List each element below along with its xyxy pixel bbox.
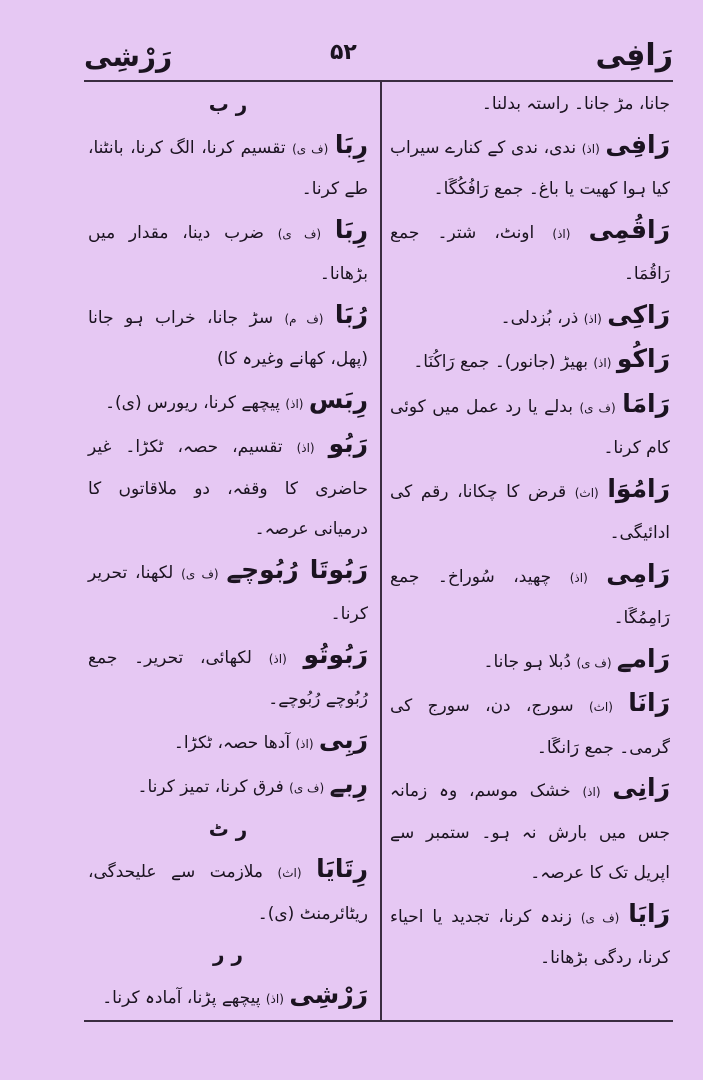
entry-headword: رَافِی (605, 129, 671, 159)
dictionary-entry (390, 768, 670, 894)
entry-definition: فرق کرنا، تمیز کرنا۔ (137, 777, 284, 797)
entry-headword: رَبُوتُو (303, 639, 369, 669)
entry-headword: رَامَا (622, 388, 671, 418)
entry-definition: پیچھے کرنا، ریورس (ی)۔ (105, 392, 281, 413)
entry-definition: خشک موسم، وہ زمانہ جس میں بارش نہ ہو۔ ستمبر سے اپریل تک کا عرصہ۔ (390, 781, 670, 883)
entry-grammar-tag: (ف ی) (580, 910, 620, 925)
entry-headword: رَاقُمِی (588, 214, 670, 244)
left-column (88, 84, 368, 1019)
entry-definition: بھیڑ (جانور)۔ جمع رَاکُنَا۔ (413, 352, 588, 372)
section-heading: ر ب (208, 92, 248, 116)
entry-definition: چھید، سُوراخ۔ جمع رَامِمُگَا۔ (390, 566, 670, 628)
dictionary-entry (88, 764, 368, 809)
dictionary-entry (390, 84, 670, 125)
dictionary-entry (88, 424, 368, 550)
entry-definition: ملازمت سے علیحدگی، ریٹائرمنٹ (ی)۔ (88, 862, 368, 924)
entry-headword: رَبُوتَا رُبُوچے (226, 554, 369, 584)
page-header (0, 0, 703, 84)
header-rule (84, 80, 673, 82)
page-number: ۵۲ (330, 40, 357, 65)
entry-definition: قرض کا چکانا، رقم کی ادائیگی۔ (390, 481, 670, 543)
running-head-left: رَرْشِی (84, 40, 173, 73)
entry-grammar-tag: (ف ی) (277, 226, 322, 241)
dictionary-entry (390, 210, 670, 295)
dictionary-entry (390, 894, 670, 979)
section-heading: ر ٹ (208, 816, 248, 841)
entry-definition: سڑ جانا، خراب ہو جانا (پھل، کھانے وغیرہ کا) (88, 307, 368, 369)
entry-headword: رَامِی (606, 558, 670, 588)
entry-grammar-tag: (اذ) (593, 356, 612, 370)
right-column (390, 84, 670, 979)
dictionary-entry (88, 720, 368, 765)
dictionary-entry (390, 125, 670, 210)
dictionary-entry (88, 380, 368, 425)
dictionary-entry (88, 210, 368, 295)
entry-definition: تقسیم کرنا، الگ کرنا، بانٹنا، طے کرنا۔ (88, 137, 368, 199)
entry-headword: رَانِی (612, 773, 670, 802)
dictionary-entry (88, 975, 368, 1020)
entry-grammar-tag: (اذ) (569, 570, 588, 585)
section-heading: ر ر (213, 942, 243, 966)
entry-definition: جانا، مڑ جانا۔ راستہ بدلنا۔ (481, 94, 670, 114)
dictionary-entry (390, 384, 670, 469)
dictionary-entry (390, 339, 670, 384)
entry-definition: ندی، ندی کے کنارے سیراب کیا ہوا کھیت یا باغ۔ جمع رَافُکُگَا۔ (390, 137, 670, 199)
entry-grammar-tag: (اذ) (296, 441, 315, 455)
entry-grammar-tag: (اذ) (295, 736, 314, 751)
entry-headword: رَامے (616, 643, 670, 673)
dictionary-entry (88, 849, 368, 934)
entry-headword: رَبُو (328, 429, 369, 458)
dictionary-entry (88, 550, 368, 635)
dictionary-entry (390, 469, 670, 554)
entry-headword: رِتَایَا (316, 854, 369, 883)
entry-grammar-tag: (ف ی) (292, 141, 329, 156)
entry-definition: لکھنا، تحریر کرنا۔ (88, 562, 368, 624)
entry-definition: سورج، دن، سورج کی گرمی۔ جمع رَانگَا۔ (390, 696, 670, 758)
entry-grammar-tag: (ف ی) (181, 566, 219, 581)
entry-definition: زندہ کرنا، تجدید یا احیاء کرنا، ردگی بڑھانا۔ (390, 906, 670, 968)
dictionary-entry (390, 639, 670, 684)
entry-grammar-tag: (اذ) (583, 311, 602, 326)
entry-headword: رَبِی (318, 724, 368, 754)
entry-headword: رَاکُو (616, 344, 670, 373)
entry-grammar-tag: (اذ) (265, 991, 284, 1006)
entry-grammar-tag: (ف ی) (576, 655, 612, 670)
entry-grammar-tag: (ف ی) (289, 781, 325, 795)
entry-headword: رِبے (329, 769, 368, 798)
entry-headword: رَرْشِی (289, 979, 368, 1009)
dictionary-entry (390, 554, 670, 639)
entry-headword: رُبَا (334, 299, 368, 329)
entry-headword: رَانَا (628, 688, 671, 717)
entry-headword: رَاکِی (607, 299, 670, 329)
entry-headword: رَایَا (628, 898, 671, 928)
entry-headword: رِبَا (334, 129, 368, 159)
entry-grammar-tag: (اث) (588, 700, 613, 714)
entry-definition: بدلے یا رد عمل میں کوئی کام کرنا۔ (390, 396, 670, 458)
entry-definition: آدھا حصہ، ٹکڑا۔ (173, 732, 291, 753)
entry-grammar-tag: (ف ی) (579, 400, 616, 415)
entry-headword: رَامُوَا (607, 473, 671, 503)
entry-definition: اونٹ، شتر۔ جمع رَاقُمَا۔ (390, 222, 670, 284)
entry-grammar-tag: (اذ) (582, 785, 601, 799)
dictionary-entry (390, 295, 670, 340)
entry-definition: پیچھے پڑنا، آمادہ کرنا۔ (102, 987, 261, 1008)
entry-grammar-tag: (ف م) (284, 311, 324, 326)
entry-grammar-tag: (اذ) (552, 226, 571, 241)
entry-grammar-tag: (اذ) (581, 141, 600, 156)
entry-definition: دُبلا ہو جانا۔ (483, 651, 572, 672)
entry-definition: لکھائی، تحریر۔ جمع رُبُوچے رُبُوچے۔ (88, 647, 368, 709)
entry-grammar-tag: (اث) (277, 866, 302, 880)
entry-definition: ذر، بُزدلی۔ (500, 307, 579, 328)
footer-rule (84, 1020, 673, 1022)
running-head-right: رَافِی (595, 38, 673, 73)
entry-headword: رِبَس (308, 384, 368, 414)
entry-grammar-tag: (اذ) (268, 651, 287, 666)
entry-grammar-tag: (اث) (574, 485, 599, 500)
dictionary-entry (88, 125, 368, 210)
entry-definition: ضرب دینا، مقدار میں بڑھانا۔ (88, 222, 368, 284)
entry-grammar-tag: (اذ) (285, 396, 304, 411)
entry-definition: تقسیم، حصہ، ٹکڑا۔ غیر حاضری کا وقفہ، دو ملاقاتوں کا درمیانی عرصہ۔ (88, 437, 368, 539)
entry-headword: رِبَا (334, 214, 369, 244)
dictionary-entry (390, 683, 670, 768)
dictionary-entry (88, 295, 368, 380)
dictionary-entry (88, 635, 368, 720)
column-divider (380, 80, 382, 1022)
